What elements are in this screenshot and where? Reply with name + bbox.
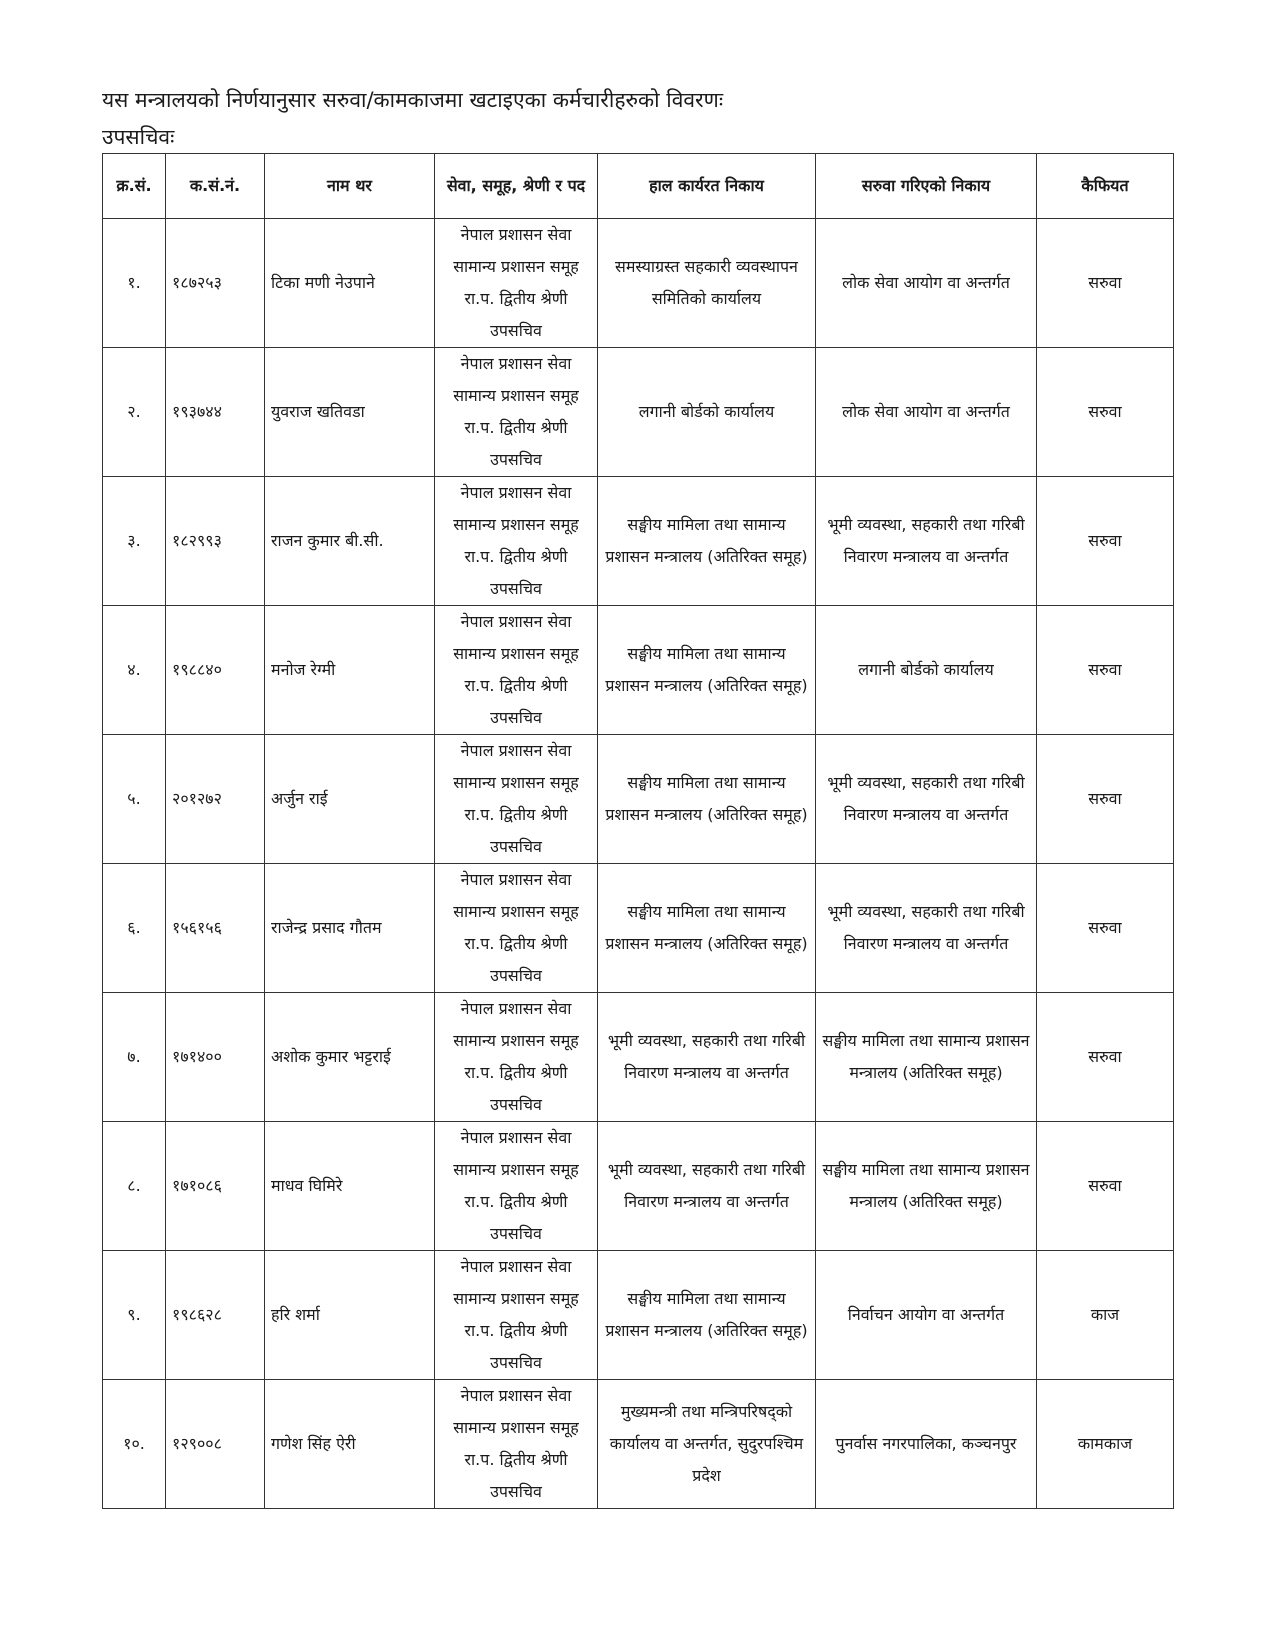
cell-name: माधव घिमिरे: [265, 1122, 435, 1251]
cell-transfer-office: लोक सेवा आयोग वा अन्तर्गत: [816, 348, 1037, 477]
cell-remarks: सरुवा: [1037, 993, 1174, 1122]
service-line: उपसचिव: [490, 1224, 542, 1243]
service-line: उपसचिव: [490, 966, 542, 985]
service-line: सामान्य प्रशासन समूह: [453, 902, 579, 921]
service-line: रा.प. द्वितीय श्रेणी: [464, 934, 568, 953]
service-line: नेपाल प्रशासन सेवा: [460, 741, 572, 760]
service-line: सामान्य प्रशासन समूह: [453, 644, 579, 663]
cell-code-number: १७१४००: [166, 993, 265, 1122]
service-line: नेपाल प्रशासन सेवा: [460, 870, 572, 889]
table-row: [103, 606, 1174, 735]
cell-code-number: १५६१५६: [166, 864, 265, 993]
cell-name: राजन कुमार बी.सी.: [265, 477, 435, 606]
cell-transfer-office: सङ्घीय मामिला तथा सामान्य प्रशासन मन्त्रालय (अतिरिक्त समूह): [816, 993, 1037, 1122]
cell-service-group-class-post: [435, 477, 598, 606]
cell-serial-number: ८.: [103, 1122, 166, 1251]
cell-transfer-office: पुनर्वास नगरपालिका, कञ्चनपुर: [816, 1380, 1037, 1509]
service-line: उपसचिव: [490, 450, 542, 469]
cell-current-office: सङ्घीय मामिला तथा सामान्य प्रशासन मन्त्रालय (अतिरिक्त समूह): [598, 477, 816, 606]
service-line: रा.प. द्वितीय श्रेणी: [464, 1321, 568, 1340]
cell-current-office: भूमी व्यवस्था, सहकारी तथा गरिबी निवारण मन्त्रालय वा अन्तर्गत: [598, 1122, 816, 1251]
cell-remarks: सरुवा: [1037, 1122, 1174, 1251]
cell-service-group-class-post: [435, 993, 598, 1122]
service-line: नेपाल प्रशासन सेवा: [460, 1386, 572, 1405]
service-line: उपसचिव: [490, 1353, 542, 1372]
cell-name: अशोक कुमार भट्टराई: [265, 993, 435, 1122]
service-line: सामान्य प्रशासन समूह: [453, 1289, 579, 1308]
table-header-row: [103, 154, 1174, 219]
cell-current-office: सङ्घीय मामिला तथा सामान्य प्रशासन मन्त्रालय (अतिरिक्त समूह): [598, 864, 816, 993]
cell-remarks: सरुवा: [1037, 219, 1174, 348]
service-line: उपसचिव: [490, 1095, 542, 1114]
cell-service-group-class-post: [435, 1251, 598, 1380]
cell-transfer-office: सङ्घीय मामिला तथा सामान्य प्रशासन मन्त्रालय (अतिरिक्त समूह): [816, 1122, 1037, 1251]
document-title: यस मन्त्रालयको निर्णयानुसार सरुवा/कामकाजमा खटाइएका कर्मचारीहरुको विवरणः: [102, 88, 724, 112]
table-row: [103, 864, 1174, 993]
table-body: [103, 219, 1174, 1509]
table-row: [103, 1380, 1174, 1509]
cell-current-office: सङ्घीय मामिला तथा सामान्य प्रशासन मन्त्रालय (अतिरिक्त समूह): [598, 735, 816, 864]
header-current-office: हाल कार्यरत निकाय: [598, 154, 816, 219]
cell-current-office: लगानी बोर्डको कार्यालय: [598, 348, 816, 477]
cell-current-office: मुख्यमन्त्री तथा मन्त्रिपरिषद्को कार्यालय वा अन्तर्गत, सुदुरपश्चिम प्रदेश: [598, 1380, 816, 1509]
service-line: उपसचिव: [490, 321, 542, 340]
cell-transfer-office: लोक सेवा आयोग वा अन्तर्गत: [816, 219, 1037, 348]
service-line: नेपाल प्रशासन सेवा: [460, 999, 572, 1018]
cell-serial-number: १.: [103, 219, 166, 348]
cell-serial-number: १०.: [103, 1380, 166, 1509]
cell-current-office: सङ्घीय मामिला तथा सामान्य प्रशासन मन्त्रालय (अतिरिक्त समूह): [598, 1251, 816, 1380]
table-row: [103, 348, 1174, 477]
cell-name: हरि शर्मा: [265, 1251, 435, 1380]
cell-serial-number: २.: [103, 348, 166, 477]
header-transfer-office: सरुवा गरिएको निकाय: [816, 154, 1037, 219]
service-line: नेपाल प्रशासन सेवा: [460, 1128, 572, 1147]
cell-serial-number: ४.: [103, 606, 166, 735]
service-line: सामान्य प्रशासन समूह: [453, 1160, 579, 1179]
service-line: रा.प. द्वितीय श्रेणी: [464, 418, 568, 437]
staff-transfer-table: [102, 153, 1174, 1509]
cell-code-number: १७१०८६: [166, 1122, 265, 1251]
table-row: [103, 993, 1174, 1122]
header-serial-number: क्र.सं.: [103, 154, 166, 219]
cell-name: मनोज रेग्मी: [265, 606, 435, 735]
cell-transfer-office: भूमी व्यवस्था, सहकारी तथा गरिबी निवारण मन्त्रालय वा अन्तर्गत: [816, 735, 1037, 864]
cell-remarks: सरुवा: [1037, 735, 1174, 864]
service-line: उपसचिव: [490, 837, 542, 856]
service-line: उपसचिव: [490, 708, 542, 727]
service-line: सामान्य प्रशासन समूह: [453, 1418, 579, 1437]
cell-code-number: १८७२५३: [166, 219, 265, 348]
service-line: सामान्य प्रशासन समूह: [453, 386, 579, 405]
cell-transfer-office: निर्वाचन आयोग वा अन्तर्गत: [816, 1251, 1037, 1380]
header-remarks: कैफियत: [1037, 154, 1174, 219]
service-line: सामान्य प्रशासन समूह: [453, 773, 579, 792]
cell-code-number: १९८८४०: [166, 606, 265, 735]
cell-transfer-office: लगानी बोर्डको कार्यालय: [816, 606, 1037, 735]
cell-name: अर्जुन राई: [265, 735, 435, 864]
service-line: नेपाल प्रशासन सेवा: [460, 612, 572, 631]
service-line: रा.प. द्वितीय श्रेणी: [464, 289, 568, 308]
cell-current-office: सङ्घीय मामिला तथा सामान्य प्रशासन मन्त्रालय (अतिरिक्त समूह): [598, 606, 816, 735]
cell-service-group-class-post: [435, 1380, 598, 1509]
table-row: [103, 1122, 1174, 1251]
cell-service-group-class-post: [435, 219, 598, 348]
cell-name: राजेन्द्र प्रसाद गौतम: [265, 864, 435, 993]
service-line: सामान्य प्रशासन समूह: [453, 1031, 579, 1050]
cell-remarks: सरुवा: [1037, 864, 1174, 993]
cell-code-number: १२९००८: [166, 1380, 265, 1509]
table-row: [103, 735, 1174, 864]
cell-code-number: १९३७४४: [166, 348, 265, 477]
service-line: नेपाल प्रशासन सेवा: [460, 1257, 572, 1276]
header-name: नाम थर: [265, 154, 435, 219]
cell-name: गणेश सिंह ऐरी: [265, 1380, 435, 1509]
cell-serial-number: ९.: [103, 1251, 166, 1380]
cell-code-number: १९८६२८: [166, 1251, 265, 1380]
cell-serial-number: ३.: [103, 477, 166, 606]
cell-transfer-office: भूमी व्यवस्था, सहकारी तथा गरिबी निवारण मन्त्रालय वा अन्तर्गत: [816, 864, 1037, 993]
cell-transfer-office: भूमी व्यवस्था, सहकारी तथा गरिबी निवारण मन्त्रालय वा अन्तर्गत: [816, 477, 1037, 606]
cell-name: युवराज खतिवडा: [265, 348, 435, 477]
cell-serial-number: ७.: [103, 993, 166, 1122]
header-service-group-class-post: सेवा, समूह, श्रेणी र पद: [435, 154, 598, 219]
cell-remarks: कामकाज: [1037, 1380, 1174, 1509]
table-row: [103, 477, 1174, 606]
service-line: सामान्य प्रशासन समूह: [453, 515, 579, 534]
cell-service-group-class-post: [435, 348, 598, 477]
cell-name: टिका मणी नेउपाने: [265, 219, 435, 348]
service-line: रा.प. द्वितीय श्रेणी: [464, 1450, 568, 1469]
cell-code-number: २०१२७२: [166, 735, 265, 864]
cell-service-group-class-post: [435, 864, 598, 993]
cell-service-group-class-post: [435, 606, 598, 735]
cell-remarks: सरुवा: [1037, 477, 1174, 606]
cell-remarks: काज: [1037, 1251, 1174, 1380]
section-subtitle: उपसचिवः: [102, 125, 175, 149]
cell-service-group-class-post: [435, 735, 598, 864]
cell-serial-number: ६.: [103, 864, 166, 993]
cell-code-number: १८२९९३: [166, 477, 265, 606]
cell-serial-number: ५.: [103, 735, 166, 864]
service-line: नेपाल प्रशासन सेवा: [460, 225, 572, 244]
service-line: रा.प. द्वितीय श्रेणी: [464, 1192, 568, 1211]
service-line: रा.प. द्वितीय श्रेणी: [464, 676, 568, 695]
service-line: उपसचिव: [490, 1482, 542, 1501]
cell-service-group-class-post: [435, 1122, 598, 1251]
service-line: नेपाल प्रशासन सेवा: [460, 483, 572, 502]
header-code-number: क.सं.नं.: [166, 154, 265, 219]
service-line: रा.प. द्वितीय श्रेणी: [464, 547, 568, 566]
service-line: रा.प. द्वितीय श्रेणी: [464, 1063, 568, 1082]
service-line: रा.प. द्वितीय श्रेणी: [464, 805, 568, 824]
service-line: उपसचिव: [490, 579, 542, 598]
table-row: [103, 1251, 1174, 1380]
service-line: सामान्य प्रशासन समूह: [453, 257, 579, 276]
cell-remarks: सरुवा: [1037, 348, 1174, 477]
cell-current-office: भूमी व्यवस्था, सहकारी तथा गरिबी निवारण मन्त्रालय वा अन्तर्गत: [598, 993, 816, 1122]
cell-current-office: समस्याग्रस्त सहकारी व्यवस्थापन समितिको कार्यालय: [598, 219, 816, 348]
table-row: [103, 219, 1174, 348]
service-line: नेपाल प्रशासन सेवा: [460, 354, 572, 373]
cell-remarks: सरुवा: [1037, 606, 1174, 735]
